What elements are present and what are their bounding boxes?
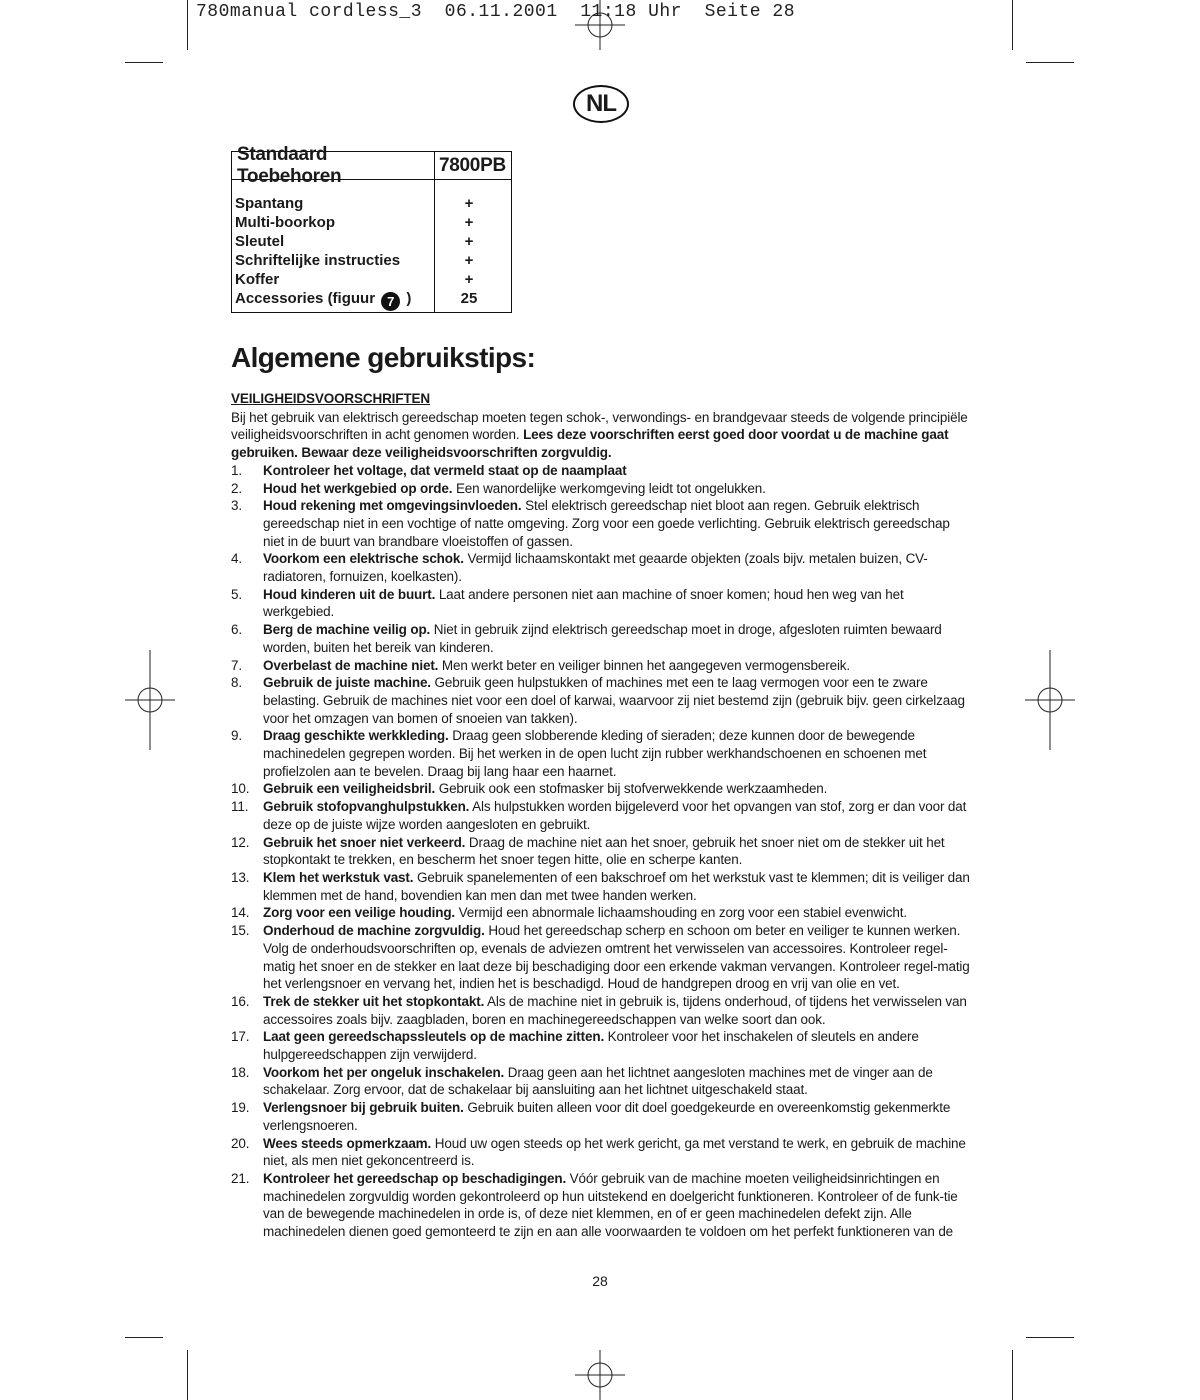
rule-body: Als de machine niet in gebruik is, tijdens onderhoud, of tijdens het verwisselen van accessoires zoals bijv. zaagbladen, boren en machinegereedschappen van welke soort dan ook. [263,993,967,1027]
accessory-label: Multi-boorkop [235,214,335,231]
rule-number: 20. [231,1135,250,1151]
rule-title: Gebruik een veiligheidsbril. [263,781,436,797]
page-number: 28 [592,1273,608,1289]
rule-title: Houd het werkgebied op orde. [263,480,453,496]
rule-title: Verlengsnoer bij gebruik buiten. [263,1100,464,1116]
crop-mark [1012,1350,1013,1400]
rule-number: 21. [231,1170,250,1186]
rule-body: Niet in gebruik zijnd elektrisch gereedschap moet in droge, afgesloten ruimten bewaard worden, buiten het bereik van kinderen. [263,622,942,655]
rule-title: Overbelast de machine niet. [263,657,439,673]
safety-rule [231,586,973,621]
rule-title: Onderhoud de machine zorgvuldig. [263,923,485,939]
rule-number: 6. [231,622,242,638]
rule-number: 14. [231,905,250,921]
safety-section [231,390,973,1241]
rule-text [263,1064,973,1099]
rule-title: Gebruik het snoer niet verkeerd. [263,834,466,850]
safety-rule [231,674,973,727]
accessory-labels-column [232,180,435,313]
rule-number: 5. [231,586,242,602]
rule-text [263,798,973,833]
rule-body: Draag de machine niet aan het snoer, gebruik het snoer niet om de stekker uit het stopkontakt te trekken, en bescherm het snoer tegen hitte, olie en scherpe kanten. [263,834,945,868]
safety-rule [231,480,973,498]
rule-number: 7. [231,657,242,673]
rule-text [263,727,973,780]
safety-rule [231,904,973,922]
safety-rules-list [231,462,973,1241]
rule-number: 3. [231,498,242,514]
safety-rule [231,1099,973,1134]
safety-rule [231,798,973,833]
registration-mark-top [575,0,625,50]
rule-number: 17. [231,1029,250,1045]
figure-number-badge: 7 [381,292,400,311]
rule-title: Kontroleer het gereedschap op beschadigingen. [263,1170,567,1186]
crop-mark [187,0,188,50]
rule-text [263,480,973,498]
safety-rule [231,1170,973,1241]
rule-title: Gebruik de juiste machine. [263,675,431,691]
rule-body: Gebruik ook een stofmasker bij stofverwekkende werkzaamheden. [438,781,828,797]
accessory-value: 25 [460,290,478,307]
rule-number: 2. [231,480,242,496]
rule-number: 12. [231,834,250,850]
crop-mark [187,1350,188,1400]
accessory-value: + [464,271,474,288]
rule-number: 13. [231,869,250,885]
intro-paragraph [231,409,973,462]
rule-text [263,621,973,656]
crop-mark [125,62,163,63]
intro-bold-text: Lees deze voorschriften eerst goed door voordat u de machine gaat gebruiken. Bewaar deze veiligheidsvoorschriften zorgvuldig. [231,427,949,461]
rule-number: 9. [231,728,242,744]
rule-text [263,993,973,1028]
accessory-label-suffix: ) [406,290,412,307]
rule-number: 15. [231,923,250,939]
rule-body: Gebruik spanelementen of een bakschroef om het werkstuk vast te klemmen; dit is veiliger dan klemmen met de hand, bovendien kan men dan met twee handen werken. [263,869,970,903]
rule-text [263,1099,973,1134]
accessory-label: Schriftelijke instructies [235,252,401,269]
rule-body: Vermijd lichaamskontakt met geaarde objekten (zoals bijv. metalen buizen, CV-radiatoren, fornuizen, koelkasten). [263,551,928,585]
section-heading: VEILIGHEIDSVOORSCHRIFTEN [231,391,430,406]
rule-text [263,586,973,621]
safety-rule [231,1064,973,1099]
rule-body: Draag geen aan het lichtnet aangesloten machines met de vinger aan de schakelaar. Zorg ervoor, dat de schakelaar bij aansluiting aan het lichtnet uitgeschakeld staat. [263,1064,933,1098]
accessory-value: + [464,195,474,212]
rule-title: Laat geen gereedschapssleutels op de machine zitten. [263,1029,605,1045]
printer-slug: 780manual cordless_3 06.11.2001 11:18 Uhr Seite 28 [196,2,795,22]
accessory-label [235,289,434,308]
accessory-label-text: Accessories (figuur [235,290,376,307]
accessories-table-header [232,143,511,187]
rule-title: Voorkom het per ongeluk inschakelen. [263,1064,505,1080]
rule-text [263,657,973,675]
rule-text [263,922,973,993]
safety-rule [231,834,973,869]
rule-title: Draag geschikte werkkleding. [263,728,449,744]
safety-rule [231,922,973,993]
rule-title: Kontroleer het voltage, dat vermeld staat op de naamplaat [263,462,627,478]
safety-rule [231,1135,973,1170]
table-header-label: Standaard Toebehoren [232,152,435,179]
rule-number: 11. [231,799,249,815]
intro-text: Bij het gebruik van elektrisch gereedschap moeten tegen schok-, verwondings- en brandgevaar steeds de volgende principiële veiligheidsvoorschriften in acht genomen worden. [231,409,968,443]
rule-title: Houd rekening met omgevingsinvloeden. [263,498,522,514]
rule-text [263,780,973,798]
rule-body: Kontroleer voor het inschakelen of sleutels en andere hulpgereedschappen zijn verwijderd. [263,1029,919,1063]
safety-rule [231,497,973,550]
rule-title: Berg de machine veilig op. [263,622,431,638]
rule-number: 18. [231,1064,250,1080]
rule-text [263,1170,973,1241]
rule-text [263,550,973,585]
registration-mark-right [1025,650,1075,750]
rule-title: Voorkom een elektrische schok. [263,551,464,567]
accessory-label: Spantang [235,195,304,212]
rule-number: 16. [231,993,250,1009]
registration-mark-left [125,650,175,750]
rule-text [263,674,973,727]
safety-rule [231,657,973,675]
crop-mark [1026,62,1074,63]
rule-text [263,462,973,480]
rule-body: Draag geen slobberende kleding of sieraden; deze kunnen door de bewegende machinedelen gegrepen worden. Bij het werken in de open lucht zijn rubber werkhandschoenen en schoenen met profielzolen aan te bevelen. Draag bij lang haar een haarnet. [263,728,927,779]
rule-number: 19. [231,1100,250,1116]
rule-body: Houd uw ogen steeds op het werk gericht, ga met verstand te werk, en gebruik de machine niet, als men niet gekoncentreerd is. [263,1135,966,1169]
accessory-value: + [464,252,474,269]
accessory-values-column [435,194,511,313]
rule-text [263,1135,973,1170]
rule-title: Houd kinderen uit de buurt. [263,586,436,602]
page-title: Algemene gebruikstips: [231,342,536,373]
rule-body: Gebruik geen hulpstukken of machines met een te laag vermogen voor een te zware belasting. Gebruik de machines niet voor een doel of karwai, waarvoor zij niet bestemd zijn (gebruik bijv. geen cirkelzaag voor het omzagen van bomen of snoeien van takken). [263,675,965,726]
rule-title: Wees steeds opmerkzaam. [263,1135,432,1151]
rule-text [263,1028,973,1063]
rule-body: Men werkt beter en veiliger binnen het aangegeven vermogensbereik. [441,657,850,673]
accessories-table [231,143,512,313]
rule-body: Stel elektrisch gereedschap niet bloot aan regen. Gebruik elektrisch gereedschap niet in een vochtige of natte omgeving. Zorg voor een goede verlichting. Gebruik elektrisch gereedschap niet in de buurt van brandbare vloeistoffen of gassen. [263,498,950,549]
safety-rule [231,727,973,780]
rule-number: 10. [231,781,250,797]
rule-text [263,869,973,904]
safety-rule [231,869,973,904]
safety-rule [231,462,973,480]
safety-rule [231,1028,973,1063]
rule-body: Als hulpstukken worden bijgeleverd voor het opvangen van stof, zorg er dan voor dat deze op de juiste wijze worden aangesloten en gebruikt. [263,799,967,832]
accessory-label: Koffer [235,271,280,288]
rule-title: Zorg voor een veilige houding. [263,905,456,921]
registration-mark-bottom [575,1350,625,1400]
rule-text [263,497,973,550]
rule-title: Trek de stekker uit het stopkontakt. [263,993,485,1009]
table-header-model: 7800PB [439,154,506,176]
crop-mark [1012,0,1013,50]
rule-number: 1. [231,462,242,478]
safety-rule [231,780,973,798]
safety-rule [231,993,973,1028]
rule-body: Houd het gereedschap scherp en schoon om beter en veiliger te kunnen werken. Volg de onderhoudsvoorschriften op, evenals de adviezen omtrent het verwisselen van accessoires. Kontroleer regel-matig het snoer en de stekker en laat deze bij beschadiging door een erkende vakman vervangen. Kontroleer regel-matig het verlengsnoer en vervang het, indien het is beschadigd. Houd de handgrepen droog en vrij van olie en vet. [263,923,970,992]
rule-body: Laat andere personen niet aan machine of snoer komen; houd hen weg van het werkgebied. [263,586,904,620]
safety-rule [231,621,973,656]
rule-title: Klem het werkstuk vast. [263,869,414,885]
rule-text [263,904,973,922]
crop-mark [125,1337,163,1338]
accessory-label: Sleutel [235,233,285,250]
rule-text [263,834,973,869]
rule-number: 8. [231,675,242,691]
rule-body: Vermijd een abnormale lichaamshouding en zorg voor een stabiel evenwicht. [458,905,907,921]
rule-number: 4. [231,551,242,567]
safety-rule [231,550,973,585]
rule-body: Vóór gebruik van de machine moeten veiligheidsinrichtingen en machinedelen zorgvuldig worden gekontroleerd op hun uitstekend en doelgericht funktioneren. Kontroleer of de funk-tie van de bewegende machinedelen in orde is, of deze niet klemmen, en of er geen machinedelen defekt zijn. Alle machinedelen dienen goed gemonteerd te zijn en aan alle voorwaarden te voldoen om het perfekt funktioneren van de [263,1170,958,1240]
crop-mark [1026,1337,1074,1338]
rule-body: Een wanordelijke werkomgeving leidt tot ongelukken. [455,480,766,496]
accessory-value: + [464,214,474,231]
rule-body: Gebruik buiten alleen voor dit doel goedgekeurde en overeenkomstig gekenmerkte verlengsnoeren. [263,1100,951,1133]
language-badge: NL [573,85,629,123]
rule-title: Gebruik stofopvanghulpstukken. [263,799,470,815]
accessory-value: + [464,233,474,250]
